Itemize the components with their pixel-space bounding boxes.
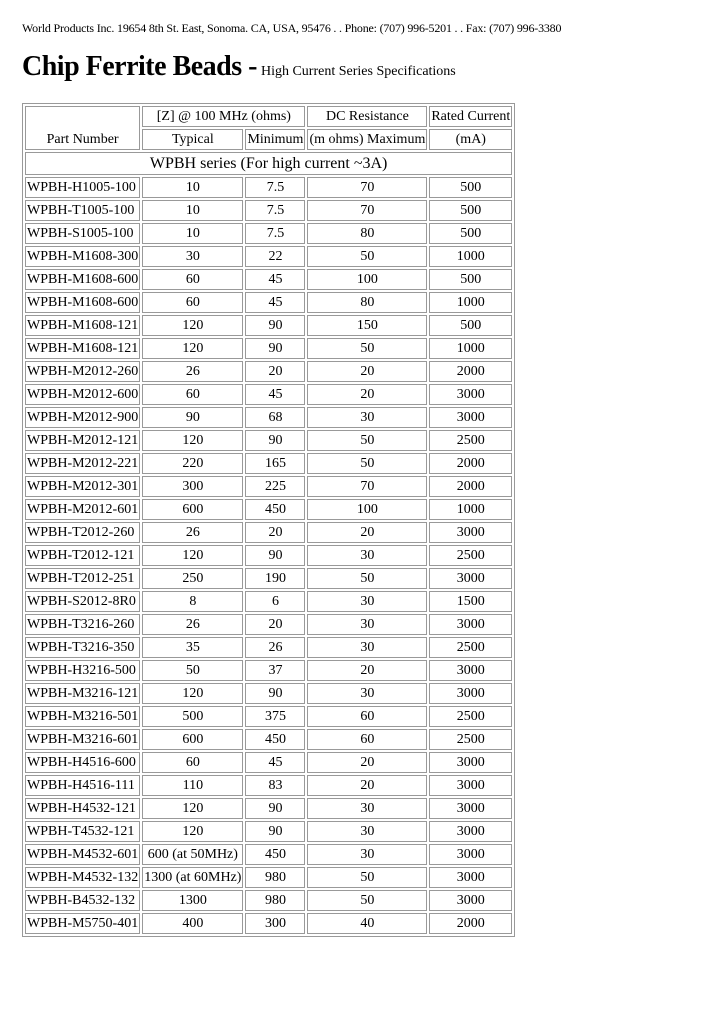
- part-number-cell: WPBH-T3216-260: [25, 614, 140, 635]
- rated-current-cell: 3000: [429, 752, 512, 773]
- typical-impedance-cell: 35: [142, 637, 243, 658]
- dc-resistance-cell: 50: [307, 890, 427, 911]
- typical-impedance-cell: 500: [142, 706, 243, 727]
- minimum-impedance-cell: 7.5: [245, 177, 305, 198]
- table-row: [25, 522, 512, 543]
- rated-current-cell: 3000: [429, 867, 512, 888]
- minimum-impedance-cell: 20: [245, 361, 305, 382]
- table-row: [25, 545, 512, 566]
- table-row: [25, 867, 512, 888]
- typical-impedance-cell: 8: [142, 591, 243, 612]
- part-number-cell: WPBH-M2012-900: [25, 407, 140, 428]
- dc-resistance-cell: 100: [307, 499, 427, 520]
- part-number-cell: WPBH-H4516-600: [25, 752, 140, 773]
- part-number-cell: WPBH-M2012-260: [25, 361, 140, 382]
- table-row: [25, 476, 512, 497]
- minimum-impedance-cell: 300: [245, 913, 305, 934]
- dc-resistance-cell: 50: [307, 430, 427, 451]
- part-number-cell: WPBH-M2012-600: [25, 384, 140, 405]
- part-number-cell: WPBH-T2012-251: [25, 568, 140, 589]
- rated-current-cell: 3000: [429, 614, 512, 635]
- table-row: [25, 338, 512, 359]
- rated-current-cell: 3000: [429, 890, 512, 911]
- minimum-impedance-cell: 37: [245, 660, 305, 681]
- table-row: [25, 499, 512, 520]
- table-row: [25, 913, 512, 934]
- typical-impedance-cell: 26: [142, 522, 243, 543]
- typical-impedance-cell: 1300 (at 60MHz): [142, 867, 243, 888]
- table-row: [25, 752, 512, 773]
- typical-impedance-cell: 60: [142, 292, 243, 313]
- rated-current-cell: 3000: [429, 407, 512, 428]
- table-row: [25, 269, 512, 290]
- minimum-impedance-cell: 7.5: [245, 200, 305, 221]
- rated-current-cell: 3000: [429, 384, 512, 405]
- dc-resistance-cell: 50: [307, 568, 427, 589]
- typical-impedance-cell: 600: [142, 729, 243, 750]
- minimum-impedance-cell: 45: [245, 292, 305, 313]
- dc-resistance-cell: 30: [307, 614, 427, 635]
- rated-current-cell: 1000: [429, 338, 512, 359]
- dc-resistance-cell: 20: [307, 775, 427, 796]
- dc-resistance-cell: 50: [307, 338, 427, 359]
- dc-resistance-cell: 30: [307, 844, 427, 865]
- specifications-table: [22, 103, 515, 937]
- rated-current-cell: 1500: [429, 591, 512, 612]
- table-row: [25, 568, 512, 589]
- table-row: [25, 223, 512, 244]
- dc-resistance-cell: 60: [307, 706, 427, 727]
- page-title-main: Chip Ferrite Beads -: [22, 51, 257, 82]
- page-title-sub: High Current Series Specifications: [260, 64, 456, 79]
- typical-impedance-cell: 120: [142, 683, 243, 704]
- company-contact-line: World Products Inc. 19654 8th St. East, Sonoma. CA, USA, 95476 . . Phone: (707) 996-5201 . . Fax: (707) 996-3380: [22, 21, 562, 35]
- table-row: [25, 246, 512, 267]
- table-row: [25, 591, 512, 612]
- typical-impedance-cell: 120: [142, 315, 243, 336]
- minimum-impedance-cell: 22: [245, 246, 305, 267]
- typical-impedance-cell: 1300: [142, 890, 243, 911]
- header-dc-resistance: DC Resistance: [307, 106, 427, 127]
- minimum-impedance-cell: 45: [245, 752, 305, 773]
- part-number-cell: WPBH-H4532-121: [25, 798, 140, 819]
- part-number-cell: WPBH-S1005-100: [25, 223, 140, 244]
- dc-resistance-cell: 30: [307, 798, 427, 819]
- part-number-cell: WPBH-B4532-132: [25, 890, 140, 911]
- part-number-cell: WPBH-M1608-121: [25, 315, 140, 336]
- rated-current-cell: 2500: [429, 637, 512, 658]
- table-row: [25, 200, 512, 221]
- typical-impedance-cell: 120: [142, 821, 243, 842]
- typical-impedance-cell: 120: [142, 338, 243, 359]
- typical-impedance-cell: 26: [142, 361, 243, 382]
- minimum-impedance-cell: 83: [245, 775, 305, 796]
- part-number-cell: WPBH-M3216-501: [25, 706, 140, 727]
- dc-resistance-cell: 150: [307, 315, 427, 336]
- typical-impedance-cell: 10: [142, 223, 243, 244]
- table-row: [25, 177, 512, 198]
- typical-impedance-cell: 300: [142, 476, 243, 497]
- minimum-impedance-cell: 90: [245, 315, 305, 336]
- minimum-impedance-cell: 450: [245, 499, 305, 520]
- dc-resistance-cell: 60: [307, 729, 427, 750]
- table-row: [25, 821, 512, 842]
- dc-resistance-cell: 20: [307, 752, 427, 773]
- part-number-cell: WPBH-M1608-600: [25, 269, 140, 290]
- rated-current-cell: 1000: [429, 292, 512, 313]
- table-row: [25, 407, 512, 428]
- series-row: [25, 152, 512, 175]
- table-header-row: [25, 106, 512, 127]
- table-row: [25, 890, 512, 911]
- dc-resistance-cell: 30: [307, 407, 427, 428]
- rated-current-cell: 3000: [429, 821, 512, 842]
- typical-impedance-cell: 120: [142, 545, 243, 566]
- part-number-cell: WPBH-M1608-300: [25, 246, 140, 267]
- minimum-impedance-cell: 165: [245, 453, 305, 474]
- minimum-impedance-cell: 90: [245, 430, 305, 451]
- rated-current-cell: 1000: [429, 499, 512, 520]
- part-number-cell: WPBH-M2012-601: [25, 499, 140, 520]
- dc-resistance-cell: 30: [307, 591, 427, 612]
- minimum-impedance-cell: 6: [245, 591, 305, 612]
- minimum-impedance-cell: 450: [245, 729, 305, 750]
- typical-impedance-cell: 120: [142, 430, 243, 451]
- table-row: [25, 614, 512, 635]
- header-part-number: Part Number: [25, 106, 140, 150]
- dc-resistance-cell: 20: [307, 384, 427, 405]
- part-number-cell: WPBH-T2012-121: [25, 545, 140, 566]
- minimum-impedance-cell: 375: [245, 706, 305, 727]
- table-row: [25, 292, 512, 313]
- rated-current-cell: 2500: [429, 729, 512, 750]
- rated-current-cell: 2000: [429, 361, 512, 382]
- part-number-cell: WPBH-M5750-401: [25, 913, 140, 934]
- minimum-impedance-cell: 20: [245, 614, 305, 635]
- part-number-cell: WPBH-M2012-221: [25, 453, 140, 474]
- header-rated-current: Rated Current: [429, 106, 512, 127]
- minimum-impedance-cell: 450: [245, 844, 305, 865]
- table-row: [25, 729, 512, 750]
- minimum-impedance-cell: 90: [245, 545, 305, 566]
- typical-impedance-cell: 600: [142, 499, 243, 520]
- minimum-impedance-cell: 90: [245, 338, 305, 359]
- rated-current-cell: 2000: [429, 453, 512, 474]
- minimum-impedance-cell: 225: [245, 476, 305, 497]
- rated-current-cell: 500: [429, 200, 512, 221]
- dc-resistance-cell: 50: [307, 453, 427, 474]
- part-number-cell: WPBH-T4532-121: [25, 821, 140, 842]
- part-number-cell: WPBH-M4532-132: [25, 867, 140, 888]
- rated-current-cell: 3000: [429, 568, 512, 589]
- typical-impedance-cell: 110: [142, 775, 243, 796]
- part-number-cell: WPBH-M2012-301: [25, 476, 140, 497]
- typical-impedance-cell: 220: [142, 453, 243, 474]
- part-number-cell: WPBH-T3216-350: [25, 637, 140, 658]
- typical-impedance-cell: 250: [142, 568, 243, 589]
- typical-impedance-cell: 26: [142, 614, 243, 635]
- rated-current-cell: 2000: [429, 476, 512, 497]
- table-row: [25, 775, 512, 796]
- minimum-impedance-cell: 45: [245, 269, 305, 290]
- minimum-impedance-cell: 26: [245, 637, 305, 658]
- typical-impedance-cell: 90: [142, 407, 243, 428]
- minimum-impedance-cell: 45: [245, 384, 305, 405]
- dc-resistance-cell: 50: [307, 867, 427, 888]
- minimum-impedance-cell: 90: [245, 821, 305, 842]
- table-row: [25, 660, 512, 681]
- rated-current-cell: 2500: [429, 430, 512, 451]
- typical-impedance-cell: 600 (at 50MHz): [142, 844, 243, 865]
- rated-current-cell: 3000: [429, 844, 512, 865]
- dc-resistance-cell: 30: [307, 683, 427, 704]
- part-number-cell: WPBH-M2012-121: [25, 430, 140, 451]
- series-label: WPBH series (For high current ~3A): [25, 152, 512, 175]
- table-row: [25, 453, 512, 474]
- part-number-cell: WPBH-H3216-500: [25, 660, 140, 681]
- dc-resistance-cell: 30: [307, 545, 427, 566]
- typical-impedance-cell: 10: [142, 177, 243, 198]
- rated-current-cell: 2500: [429, 545, 512, 566]
- rated-current-cell: 2000: [429, 913, 512, 934]
- part-number-cell: WPBH-M4532-601: [25, 844, 140, 865]
- typical-impedance-cell: 10: [142, 200, 243, 221]
- part-number-cell: WPBH-M1608-121: [25, 338, 140, 359]
- part-number-cell: WPBH-T2012-260: [25, 522, 140, 543]
- rated-current-cell: 3000: [429, 522, 512, 543]
- rated-current-cell: 3000: [429, 775, 512, 796]
- typical-impedance-cell: 50: [142, 660, 243, 681]
- table-row: [25, 430, 512, 451]
- table-row: [25, 637, 512, 658]
- dc-resistance-cell: 20: [307, 361, 427, 382]
- dc-resistance-cell: 20: [307, 660, 427, 681]
- table-row: [25, 315, 512, 336]
- rated-current-cell: 500: [429, 269, 512, 290]
- part-number-cell: WPBH-M3216-601: [25, 729, 140, 750]
- page-title: [22, 51, 456, 83]
- part-number-cell: WPBH-S2012-8R0: [25, 591, 140, 612]
- dc-resistance-cell: 70: [307, 177, 427, 198]
- rated-current-cell: 500: [429, 223, 512, 244]
- rated-current-cell: 3000: [429, 798, 512, 819]
- part-number-cell: WPBH-M1608-600: [25, 292, 140, 313]
- part-number-cell: WPBH-H4516-111: [25, 775, 140, 796]
- part-number-cell: WPBH-T1005-100: [25, 200, 140, 221]
- dc-resistance-cell: 20: [307, 522, 427, 543]
- typical-impedance-cell: 60: [142, 752, 243, 773]
- minimum-impedance-cell: 68: [245, 407, 305, 428]
- dc-resistance-cell: 70: [307, 476, 427, 497]
- minimum-impedance-cell: 20: [245, 522, 305, 543]
- dc-resistance-cell: 100: [307, 269, 427, 290]
- table-row: [25, 844, 512, 865]
- rated-current-cell: 500: [429, 315, 512, 336]
- dc-resistance-cell: 80: [307, 292, 427, 313]
- dc-resistance-cell: 30: [307, 637, 427, 658]
- typical-impedance-cell: 400: [142, 913, 243, 934]
- minimum-impedance-cell: 980: [245, 867, 305, 888]
- typical-impedance-cell: 30: [142, 246, 243, 267]
- typical-impedance-cell: 120: [142, 798, 243, 819]
- header-impedance: [Z] @ 100 MHz (ohms): [142, 106, 305, 127]
- part-number-cell: WPBH-H1005-100: [25, 177, 140, 198]
- rated-current-cell: 2500: [429, 706, 512, 727]
- table-row: [25, 384, 512, 405]
- dc-resistance-cell: 50: [307, 246, 427, 267]
- part-number-cell: WPBH-M3216-121: [25, 683, 140, 704]
- table-row: [25, 706, 512, 727]
- typical-impedance-cell: 60: [142, 269, 243, 290]
- header-rated-current-unit: (mA): [429, 129, 512, 150]
- dc-resistance-cell: 80: [307, 223, 427, 244]
- minimum-impedance-cell: 90: [245, 683, 305, 704]
- table-row: [25, 683, 512, 704]
- minimum-impedance-cell: 90: [245, 798, 305, 819]
- dc-resistance-cell: 70: [307, 200, 427, 221]
- header-typical: Typical: [142, 129, 243, 150]
- minimum-impedance-cell: 7.5: [245, 223, 305, 244]
- minimum-impedance-cell: 190: [245, 568, 305, 589]
- table-row: [25, 361, 512, 382]
- header-minimum: Minimum: [245, 129, 305, 150]
- rated-current-cell: 1000: [429, 246, 512, 267]
- minimum-impedance-cell: 980: [245, 890, 305, 911]
- rated-current-cell: 500: [429, 177, 512, 198]
- rated-current-cell: 3000: [429, 660, 512, 681]
- rated-current-cell: 3000: [429, 683, 512, 704]
- table-row: [25, 798, 512, 819]
- dc-resistance-cell: 30: [307, 821, 427, 842]
- typical-impedance-cell: 60: [142, 384, 243, 405]
- header-dc-resistance-unit: (m ohms) Maximum: [307, 129, 427, 150]
- dc-resistance-cell: 40: [307, 913, 427, 934]
